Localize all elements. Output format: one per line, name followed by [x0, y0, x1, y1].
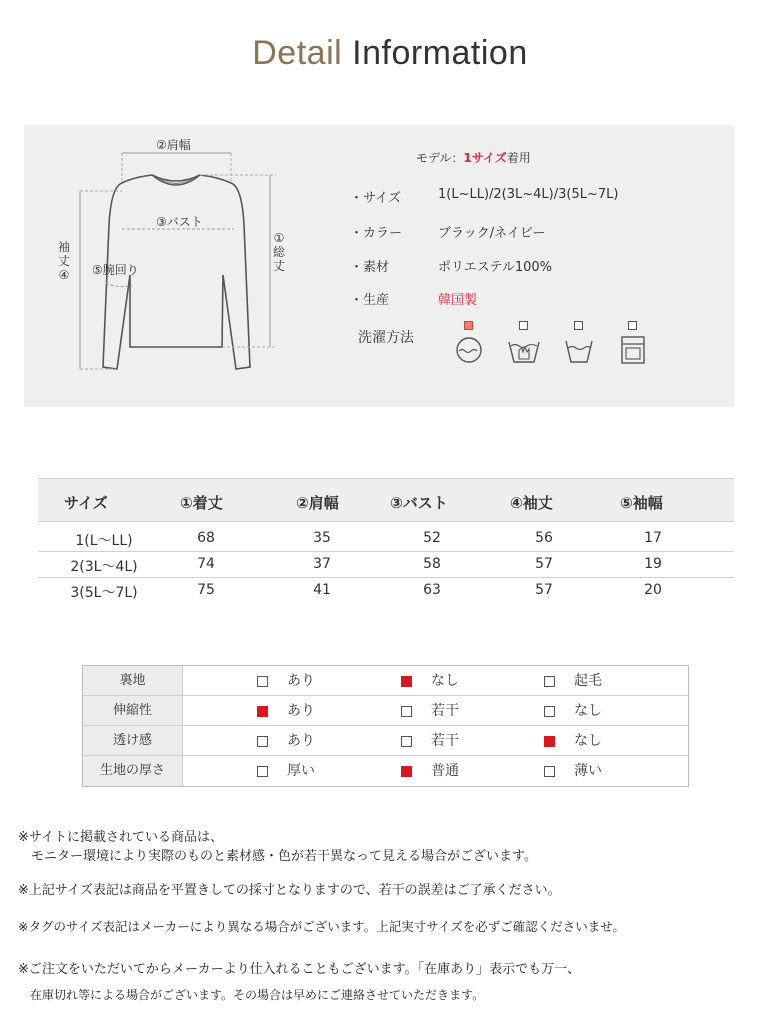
option-label: あり: [287, 703, 315, 719]
note-line: モニター環境により実際のものと素材感・色が若干異なって見える場合がございます。: [18, 849, 537, 864]
spec-value: ポリエステル100%: [438, 260, 552, 275]
wash-checkbox: [574, 321, 583, 330]
attr-label: 透け感: [83, 726, 183, 755]
note-line: 在庫切れ等による場合がございます。その場合は早めにご連絡させていただきます。: [18, 988, 485, 1002]
attr-row-stretch: [83, 696, 688, 726]
cell-shoulder: 37: [313, 556, 331, 572]
sleeve-char: ④: [58, 268, 70, 282]
length-char: ①: [273, 231, 285, 245]
checkbox-checked-icon: [401, 676, 412, 687]
checkbox-icon: [401, 706, 412, 717]
checkbox-checked-icon: [544, 736, 555, 747]
option-label: あり: [287, 673, 315, 689]
wash-basin-icon: [562, 335, 596, 365]
table-row: [38, 552, 734, 578]
checkbox-icon: [257, 736, 268, 747]
checkbox-icon: [544, 676, 555, 687]
wash-method-label: 洗濯方法: [358, 330, 414, 346]
cell-sleeve-width: 17: [644, 530, 662, 546]
wash-checkbox: [519, 321, 528, 330]
spec-label: ・カラー: [350, 226, 403, 241]
header-length: ①着丈: [180, 494, 223, 512]
option-label: なし: [574, 733, 602, 749]
checkbox-icon: [544, 706, 555, 717]
wash-checkbox: [628, 321, 637, 330]
attr-row-thickness: [83, 756, 688, 786]
attr-label: 伸縮性: [83, 696, 183, 725]
wash-checkbox: [464, 321, 473, 330]
checkbox-checked-icon: [257, 706, 268, 717]
model-suffix: 着用: [506, 151, 531, 165]
cell-bust: 63: [423, 582, 441, 598]
cell-shoulder: 35: [313, 530, 331, 546]
spec-label: ・サイズ: [350, 191, 401, 206]
wash-option-hand: [507, 321, 541, 369]
table-row: [38, 526, 734, 552]
sleeve-char: 袖: [57, 240, 70, 254]
header-shoulder: ②肩幅: [296, 494, 339, 512]
checkbox-icon: [257, 676, 268, 687]
tumble-dry-icon: [616, 335, 650, 365]
attr-label: 生地の厚さ: [83, 756, 183, 786]
spec-label: ・素材: [350, 260, 390, 275]
diagram-label-arm: ⑤腕回り: [92, 263, 139, 277]
model-size: 1サイズ: [463, 151, 507, 165]
hand-wash-icon: [507, 335, 541, 365]
diagram-label-length: [272, 231, 286, 273]
header-bust: ③バスト: [390, 494, 448, 512]
cell-size: 2(3L～4L): [70, 559, 138, 575]
diagram-label-sleeve: [57, 240, 71, 282]
cell-sleeve-width: 19: [644, 556, 662, 572]
cell-size: 1(L～LL): [75, 533, 133, 549]
cell-sleeve-length: 57: [535, 582, 553, 598]
option-label: 起毛: [574, 673, 602, 689]
header-size: サイズ: [64, 494, 108, 512]
checkbox-icon: [544, 766, 555, 777]
checkbox-checked-icon: [401, 766, 412, 777]
machine-wash-icon: [452, 335, 486, 365]
option-label: なし: [431, 673, 459, 689]
attr-row-lining: [83, 666, 688, 696]
header-sleeve-width: ⑤袖幅: [620, 494, 663, 512]
cell-sleeve-length: 56: [535, 530, 553, 546]
spec-value: ブラック/ネイビー: [438, 226, 546, 241]
option-label: 若干: [431, 703, 459, 719]
note-line: ※サイトに掲載されている商品は、: [18, 830, 223, 845]
spec-value: 1(L~LL)/2(3L~4L)/3(5L~7L): [438, 187, 619, 202]
option-label: 若干: [431, 733, 459, 749]
model-info: [416, 149, 531, 166]
fabric-attribute-table: [82, 665, 689, 787]
cell-size: 3(5L～7L): [70, 585, 138, 601]
checkbox-icon: [257, 766, 268, 777]
title-word-detail: Detail: [252, 34, 343, 72]
wash-option-dryer: [616, 321, 650, 369]
spec-value: 韓国製: [438, 293, 478, 308]
length-char: 丈: [272, 259, 285, 273]
table-row: [38, 578, 734, 604]
length-char: 総: [272, 245, 285, 259]
spec-label: ・生産: [350, 293, 390, 308]
cell-sleeve-length: 57: [535, 556, 553, 572]
cell-length: 74: [197, 556, 215, 572]
detail-panel: [24, 125, 734, 407]
size-table-header: [38, 478, 734, 522]
cell-shoulder: 41: [313, 582, 331, 598]
diagram-label-bust: ③バスト: [156, 215, 203, 229]
model-prefix: モデル：: [416, 151, 464, 165]
sleeve-char: 丈: [57, 254, 70, 268]
title-word-information: Information: [352, 34, 528, 72]
cell-length: 68: [197, 530, 215, 546]
diagram-label-shoulder: ②肩幅: [156, 138, 191, 152]
option-label: 普通: [431, 763, 459, 779]
note-line: ※タグのサイズ表記はメーカーにより異なる場合がございます。上記実寸サイズを必ずご確認くださいませ。: [18, 919, 625, 934]
cell-length: 75: [197, 582, 215, 598]
wash-option-machine: [452, 321, 486, 369]
cell-sleeve-width: 20: [644, 582, 662, 598]
header-sleeve-length: ④袖丈: [510, 494, 553, 512]
page-title: [0, 34, 780, 73]
option-label: 薄い: [574, 763, 602, 779]
option-label: あり: [287, 733, 315, 749]
cell-bust: 58: [423, 556, 441, 572]
note-line: ※上記サイズ表記は商品を平置きしての採寸となりますので、若干の誤差はご了承ください。: [18, 883, 561, 898]
note-line: ※ご注文をいただいてからメーカーより仕入れることもございます。「在庫あり」表示でも万一、: [18, 962, 581, 977]
attr-label: 裏地: [83, 666, 183, 695]
cell-bust: 52: [423, 530, 441, 546]
option-label: なし: [574, 703, 602, 719]
wash-option-basin: [562, 321, 596, 369]
attr-row-sheerness: [83, 726, 688, 756]
checkbox-icon: [401, 736, 412, 747]
option-label: 厚い: [287, 763, 315, 779]
